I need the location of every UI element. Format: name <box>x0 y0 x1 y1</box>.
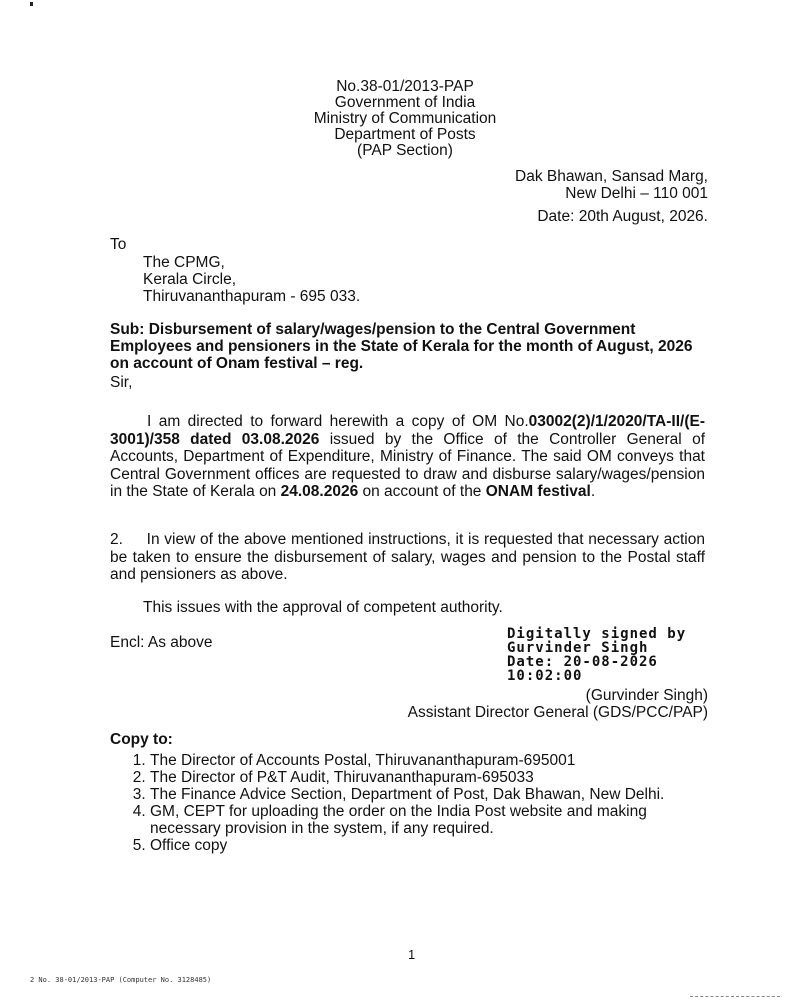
enclosure: Encl: As above <box>110 634 213 651</box>
approval-note: This issues with the approval of competent authority. <box>143 599 503 616</box>
recipient-line-2: Kerala Circle, <box>143 271 237 288</box>
copy-to-list <box>110 752 720 854</box>
signatory-designation: Assistant Director General (GDS/PCC/PAP) <box>407 704 708 721</box>
header-ministry: Ministry of Communication <box>313 110 497 127</box>
subject: Sub: Disbursement of salary/wages/pension to the Central Government Employees and pensioners in the State of Kerala for the month of August, 2026 on account of Onam festival – reg. <box>110 321 693 372</box>
copy-to-item: 4. GM, CEPT for uploading the order on the India Post website and making necessary provision in the system, if any required. <box>150 803 720 837</box>
digital-signature-line-2: Gurvinder Singh <box>507 640 649 656</box>
salutation: Sir, <box>110 374 133 391</box>
para1-text-3: on account of the <box>358 483 486 500</box>
copy-to-title: Copy to: <box>110 731 173 748</box>
header-department: Department of Posts <box>334 126 476 143</box>
address-line-2: New Delhi – 110 001 <box>565 185 708 202</box>
copy-to-item: 2. The Director of P&T Audit, Thiruvananthapuram-695033 <box>150 769 720 786</box>
copy-to-item: 5. Office copy <box>150 837 720 854</box>
festival-name: ONAM festival <box>485 483 591 500</box>
copy-to-item: 1. The Director of Accounts Postal, Thiruvananthapuram-695001 <box>150 752 720 769</box>
para1-text-2: issued by the Office of the Controller General of Accounts, Department of Expenditure, Ministry of Finance. The said OM conveys that Central Government offices are requested to draw and disburse salary/wages/pension in the State of Kerala on <box>110 430 706 500</box>
om-number: 03002(2)/1/2020/TA-II/(E-3001)/358 dated 03.08.2026 <box>110 413 705 448</box>
disbursement-date: 24.08.2026 <box>280 483 359 500</box>
recipient-line-3: Thiruvananthapuram - 695 033. <box>143 288 361 305</box>
header-section: (PAP Section) <box>357 142 453 159</box>
paragraph-2: 2. In view of the above mentioned instructions, it is requested that necessary action be taken to ensure the disbursement of salary, wages and pension to the Postal staff and pensioners as above. <box>110 531 710 583</box>
footer-reference: 2 No. 38-01/2013-PAP (Computer No. 3128485) <box>30 976 212 984</box>
recipient-line-1: The CPMG, <box>143 254 225 271</box>
to-label: To <box>110 236 127 253</box>
para1-text-1: I am directed to forward herewith a copy of OM No. <box>147 413 529 430</box>
digital-signature-line-4: 10:02:00 <box>507 668 583 684</box>
header-government: Government of India <box>334 94 476 111</box>
footer-rule <box>690 996 780 997</box>
page-number: 1 <box>408 947 416 962</box>
paragraph-1 <box>110 413 705 501</box>
letter-date: Date: 20th August, 2026. <box>537 208 708 225</box>
signatory-name: (Gurvinder Singh) <box>585 687 708 704</box>
file-number: No.38-01/2013-PAP <box>336 78 474 95</box>
address-line-1: Dak Bhawan, Sansad Marg, <box>515 168 708 185</box>
para1-text-4: . <box>590 483 596 500</box>
copy-to-item: 3. The Finance Advice Section, Department of Post, Dak Bhawan, New Delhi. <box>150 786 720 803</box>
digital-signature-line-1: Digitally signed by <box>507 626 687 642</box>
digital-signature-line-3: Date: 20-08-2026 <box>507 654 658 670</box>
scan-mark <box>30 2 33 6</box>
